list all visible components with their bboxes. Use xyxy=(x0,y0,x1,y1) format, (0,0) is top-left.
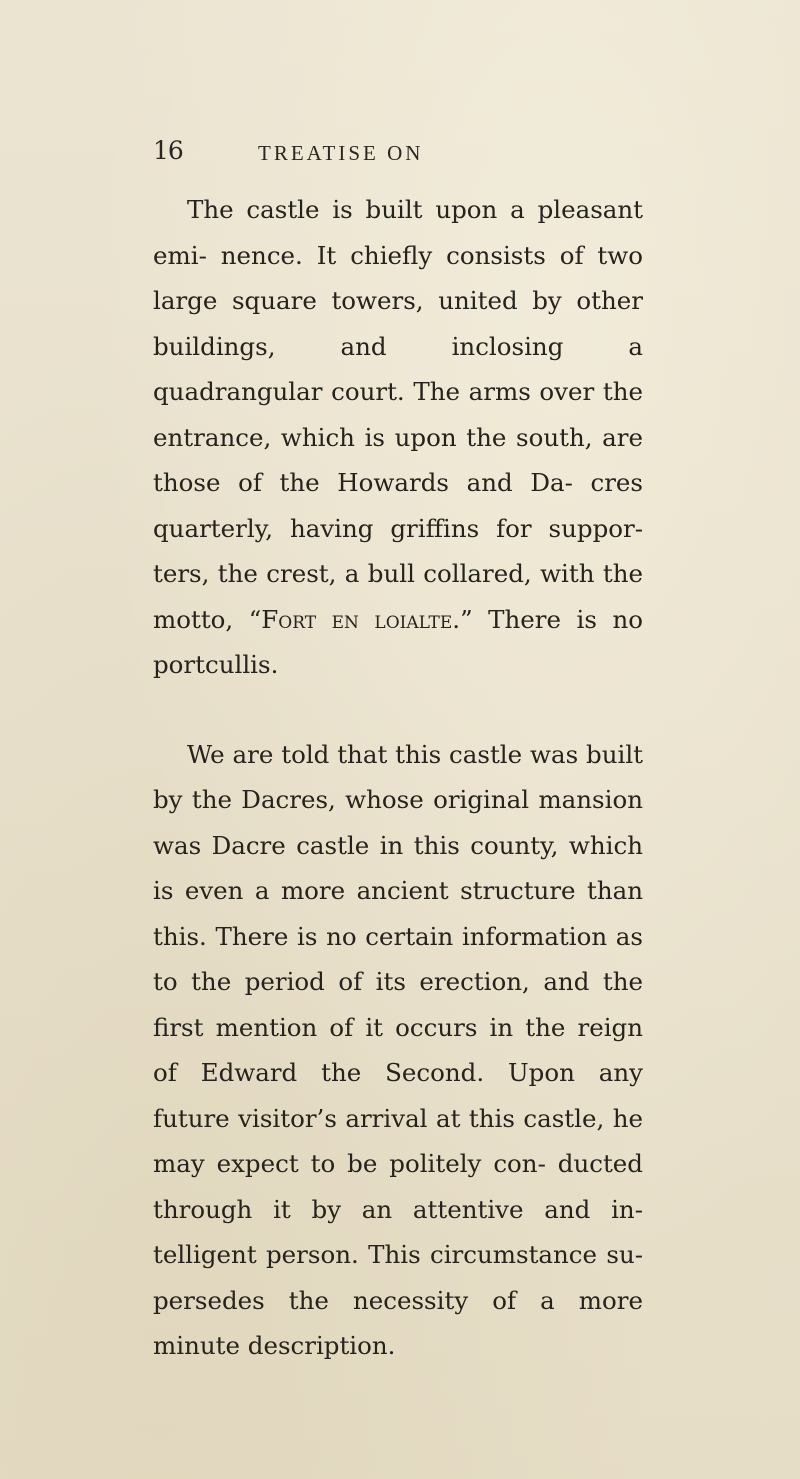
body-text xyxy=(153,187,643,1369)
paragraph-1-ending: There is no portcullis. xyxy=(153,604,643,679)
running-head: TREATISE ON xyxy=(258,141,424,165)
paragraph-1-text: The castle is built upon a pleasant emi- nence. It chiefly consists of two large square towers, united by other buildings, and inclosing a quadrangular court. The arms over the entrance, which is upon the south, are those of the Howards and Da- cres quarterly, having griffins for suppor- ters, the crest, a bull collared, with the motto, xyxy=(153,195,643,634)
page-header xyxy=(0,136,800,176)
paragraph-castle-history: We are told that this castle was built by the Dacres, whose original mansion was Dacre castle in this county, which is even a more ancient structure than this. There is no certain information as to the period of its erection, and the first mention of it occurs in the reign of Edward the Second. Upon any future visitor’s arrival at this castle, he may expect to be politely con- ducted through it by an attentive and in- telligent person. This circumstance su- persedes the necessity of a more minute description. xyxy=(153,739,643,1360)
page-number: 16 xyxy=(153,136,183,165)
motto: “Fort en loialte.” xyxy=(248,604,473,634)
paragraph-castle-description xyxy=(153,187,643,688)
